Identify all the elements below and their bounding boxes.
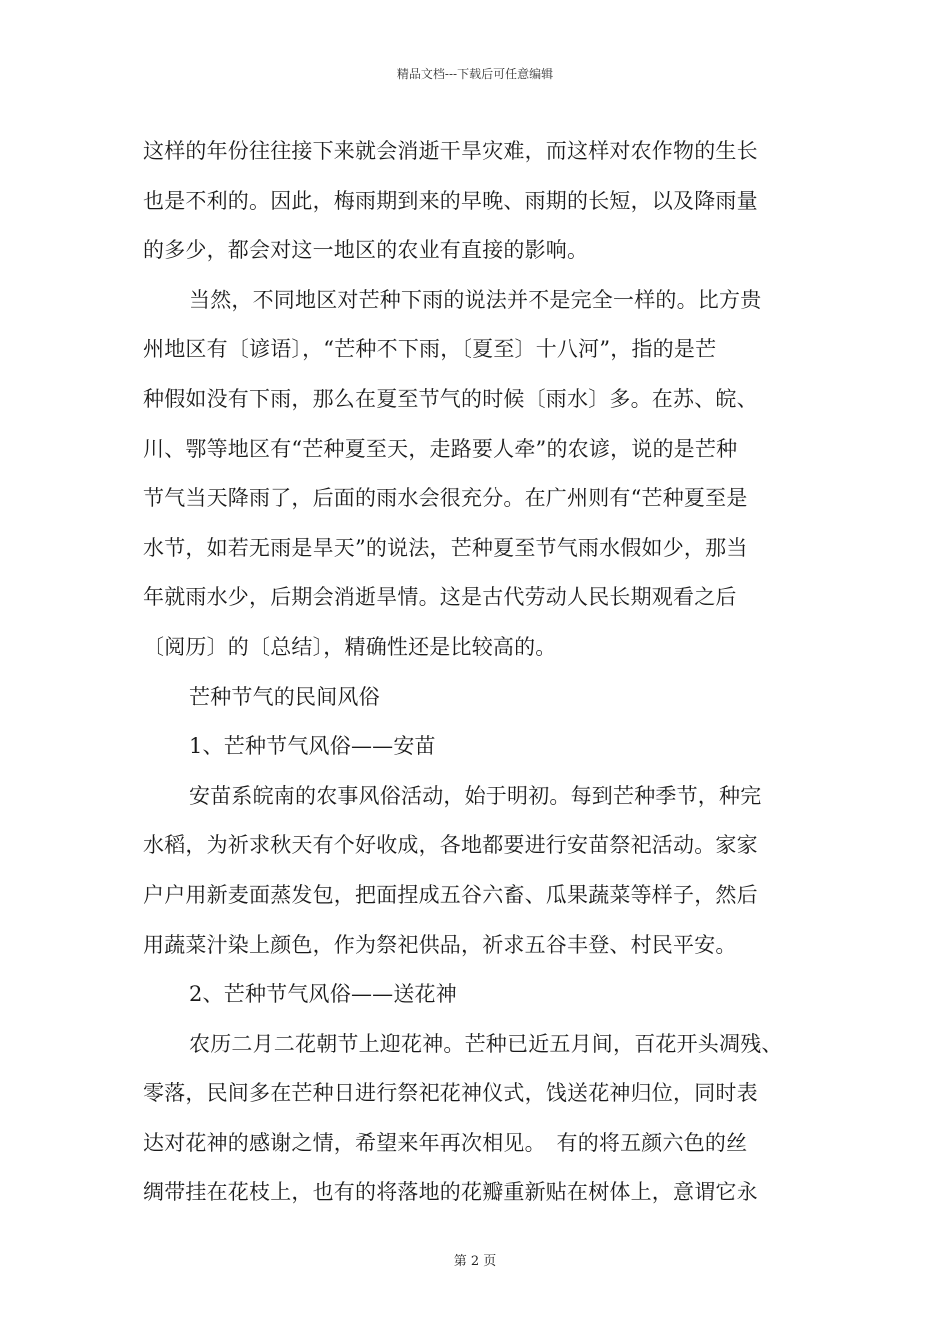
- paragraph-line: 节气当天降雨了，后面的雨水会很充分。在广州则有“芒种夏至是: [143, 486, 748, 511]
- paragraph-line: 绸带挂在花枝上，也有的将落地的花瓣重新贴在树体上，意谓它永: [143, 1180, 758, 1205]
- section-heading: 芒种节气的民间风俗: [189, 684, 380, 709]
- paragraph-line: 这样的年份往往接下来就会消逝干旱灾难，而这样对农作物的生长: [143, 139, 758, 163]
- paragraph-line: 农历二月二花朝节上迎花神。芒种已近五月间，百花开头凋残、: [189, 1031, 783, 1056]
- document-body: [143, 131, 811, 1222]
- paragraph-line: 达对花神的感谢之情，希望来年再次相见。 有的将五颜六色的丝: [143, 1130, 748, 1155]
- page-header: 精品文档---下载后可任意编辑: [396, 67, 554, 81]
- paragraph-line: 也是不利的。因此，梅雨期到来的早晚、雨期的长短，以及降雨量: [143, 188, 758, 213]
- subsection-heading: 2、芒种节气风俗——送花神: [189, 982, 457, 1007]
- paragraph-line: 种假如没有下雨，那么在夏至节气的时候〔雨水〕多。在苏、皖、: [143, 386, 758, 411]
- paragraph-line: 川、鄂等地区有“芒种夏至天，走路要人牵”的农谚，说的是芒种: [143, 436, 738, 461]
- paragraph-line: 安苗系皖南的农事风俗活动，始于明初。每到芒种季节，种完: [189, 783, 762, 808]
- paragraph-line: 零落，民间多在芒种日进行祭祀花神仪式，饯送花神归位，同时表: [143, 1081, 758, 1106]
- subsection-heading: 1、芒种节气风俗——安苗: [189, 734, 436, 759]
- paragraph-line: 〔阅历〕的〔总结〕，精确性还是比较高的。: [143, 634, 557, 659]
- paragraph-line: 用蔬菜汁染上颜色，作为祭祀供品，祈求五谷丰登、村民平安。: [143, 932, 737, 957]
- paragraph-line: 年就雨水少，后期会消逝旱情。这是古代劳动人民长期观看之后: [143, 585, 737, 610]
- paragraph-line: 的多少，都会对这一地区的农业有直接的影响。: [143, 238, 589, 263]
- paragraph-line: 户户用新麦面蒸发包，把面捏成五谷六畜、瓜果蔬菜等样子，然后: [143, 882, 758, 907]
- paragraph-line: 州地区有〔谚语〕，“芒种不下雨，〔夏至〕十八河”，指的是芒: [143, 337, 717, 362]
- paragraph-line: 水节，如若无雨是旱天”的说法，芒种夏至节气雨水假如少，那当: [143, 535, 748, 560]
- page-number: 第 2 页: [453, 1254, 497, 1269]
- paragraph-line: 当然，不同地区对芒种下雨的说法并不是完全一样的。比方贵: [189, 287, 762, 312]
- paragraph-line: 水稻，为祈求秋天有个好收成，各地都要进行安苗祭祀活动。家家: [143, 833, 758, 858]
